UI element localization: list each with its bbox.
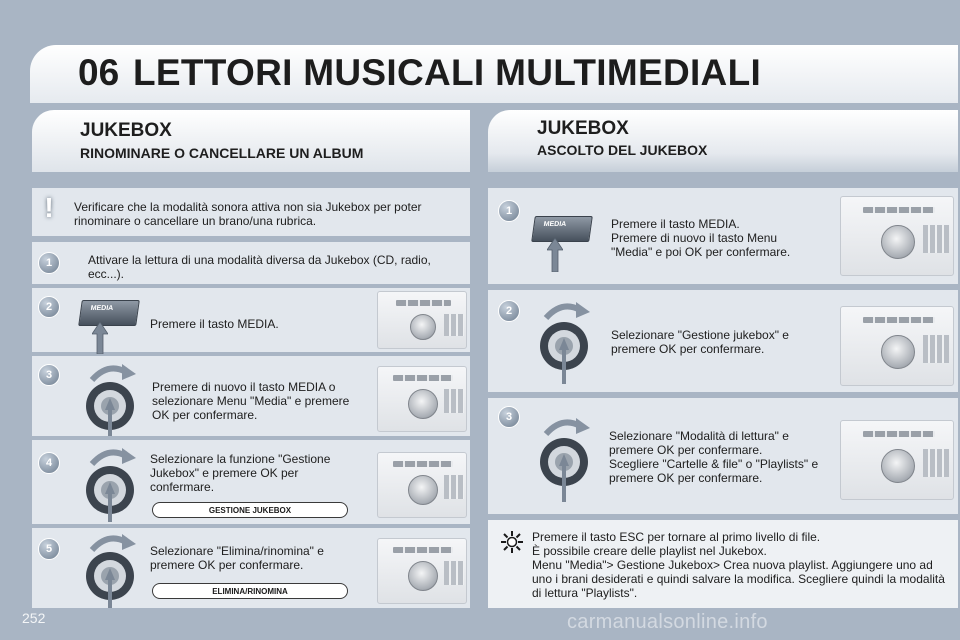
elimina-rinomina-label: ELIMINA/RINOMINA	[152, 583, 348, 599]
right-section-title: JUKEBOX	[537, 118, 629, 139]
right-step-3-badge: 3	[498, 406, 520, 428]
radio-unit-image	[377, 452, 467, 518]
radio-unit-image	[377, 366, 467, 432]
radio-unit-image	[377, 291, 467, 349]
chapter-number: 06	[78, 52, 120, 93]
left-step-5-text: Selezionare "Elimina/rinomina" e premere OK per confermare.	[150, 544, 324, 572]
watermark: carmanualsonline.info	[567, 611, 768, 633]
rotary-knob-icon	[82, 530, 142, 608]
left-section-subtitle: RINOMINARE O CANCELLARE UN ALBUM	[80, 145, 364, 161]
right-step-1-text: Premere il tasto MEDIA. Premere di nuovo il tasto Menu "Media" e poi OK per confermare.	[611, 217, 791, 259]
tip-text: Premere il tasto ESC per tornare al primo livello di file. È possibile creare delle playlist nel Jukebox. Menu "Media"> Gestione Jukebox> Crea nuova playlist. Aggiungere uno ad uno i brani desiderati e quindi salvare la modifica. Scegliere quindi la modalità di lettura "Playlists".	[532, 530, 945, 600]
radio-unit-image	[377, 538, 467, 604]
right-section-subtitle: ASCOLTO DEL JUKEBOX	[537, 142, 708, 158]
left-step-1-badge: 1	[38, 252, 60, 274]
page-title: LETTORI MUSICALI MULTIMEDIALI	[133, 52, 762, 93]
left-step-4-text: Selezionare la funzione "Gestione Jukebox" e premere OK per confermare.	[150, 452, 331, 494]
left-step-4-badge: 4	[38, 452, 60, 474]
right-step-2-text: Selezionare "Gestione jukebox" e premere OK per confermare.	[611, 328, 789, 356]
rotary-knob-icon	[82, 360, 142, 436]
page-number: 252	[22, 610, 46, 626]
rotary-knob-icon	[82, 444, 142, 522]
rotary-knob-icon	[536, 412, 596, 502]
media-key-button	[78, 300, 140, 326]
warning-icon: !	[44, 192, 54, 223]
press-arrow-icon	[547, 238, 563, 272]
left-step-1-text: Attivare la lettura di una modalità diversa da Jukebox (CD, radio, ecc...).	[88, 253, 431, 281]
right-step-2-badge: 2	[498, 300, 520, 322]
media-key-label: MEDIA	[543, 221, 567, 228]
radio-unit-image	[840, 306, 954, 386]
left-step-2-badge: 2	[38, 296, 60, 318]
right-step-1-badge: 1	[498, 200, 520, 222]
warning-text: Verificare che la modalità sonora attiva non sia Jukebox per poter rinominare o cancellare un brano/una rubrica.	[74, 200, 422, 228]
right-step-3-text: Selezionare "Modalità di lettura" e premere OK per confermare. Scegliere "Cartelle & file" o "Playlists" e premere OK per confermare.	[609, 429, 819, 485]
left-step-5-badge: 5	[38, 538, 60, 560]
media-key-label: MEDIA	[90, 305, 114, 312]
rotary-knob-icon	[536, 296, 596, 384]
radio-unit-image	[840, 196, 954, 276]
left-step-2-text: Premere il tasto MEDIA.	[150, 317, 279, 331]
left-step-3-badge: 3	[38, 364, 60, 386]
left-step-3-text: Premere di nuovo il tasto MEDIA o selezionare Menu "Media" e premere OK per confermare.	[152, 380, 350, 422]
radio-unit-image	[840, 420, 954, 500]
gestione-jukebox-label: GESTIONE JUKEBOX	[152, 502, 348, 518]
tip-icon	[500, 530, 524, 554]
left-section-title: JUKEBOX	[80, 120, 172, 141]
press-arrow-icon	[92, 322, 108, 354]
